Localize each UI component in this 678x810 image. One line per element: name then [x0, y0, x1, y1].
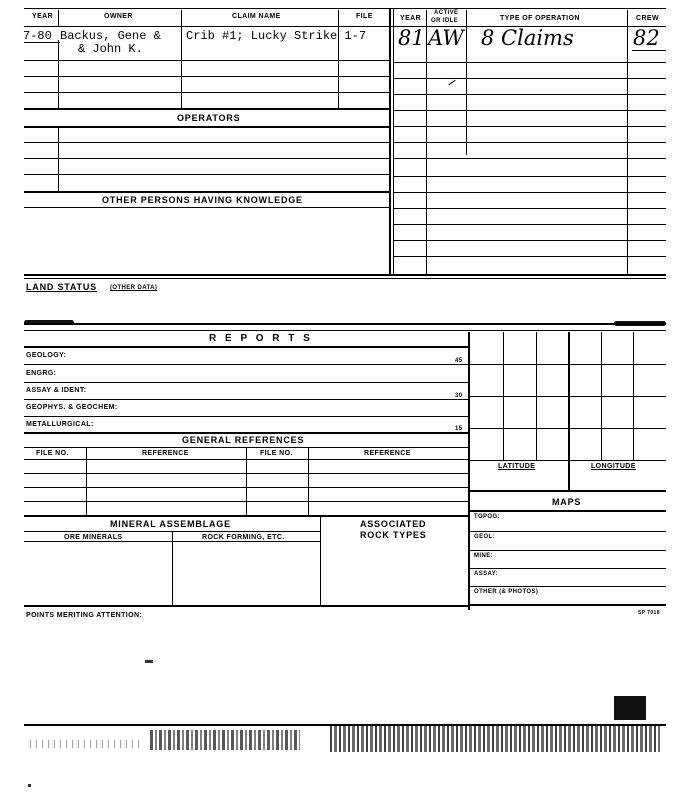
map-mine: MINE:	[474, 553, 493, 559]
map-assay: ASSAY:	[474, 571, 499, 577]
row-rule	[24, 126, 389, 128]
header-crew: CREW	[636, 15, 659, 22]
col-divider	[86, 447, 87, 515]
scan-speck	[145, 660, 153, 663]
entry-claim-name: Crib #1; Lucky Strike 1-7	[186, 29, 367, 43]
grid-line	[470, 364, 666, 365]
report-metallurgical: METALLURGICAL:	[26, 421, 94, 428]
ref-file-no-1: FILE NO.	[36, 450, 69, 457]
entry-active-idle: AW	[428, 26, 464, 50]
rock-types-heading: ROCK TYPES	[360, 530, 427, 540]
reports-heading: R E P O R T S	[209, 333, 313, 344]
top-section-bottom-rule	[24, 274, 666, 276]
map-topog: TOPOG:	[474, 514, 500, 520]
header-top-rule	[24, 8, 666, 9]
rock-forming-heading: ROCK FORMING, ETC.	[202, 534, 285, 541]
scan-noise	[0, 650, 678, 810]
longitude-label: LONGITUDE	[591, 463, 636, 470]
row-rule	[393, 256, 666, 257]
map-geol: GEOL:	[474, 534, 495, 540]
col-divider	[58, 10, 59, 26]
center-divider	[389, 8, 391, 276]
grid-line	[470, 428, 666, 429]
row-rule	[393, 62, 666, 63]
row-rule	[24, 174, 389, 175]
header-file: FILE	[356, 13, 373, 20]
report-geophys: GEOPHYS. & GEOCHEM:	[26, 404, 118, 411]
report-geology-num: 45	[455, 358, 463, 364]
scan-streak	[150, 730, 300, 750]
year-underline	[24, 42, 60, 43]
row-rule	[393, 192, 666, 193]
ore-minerals-heading: ORE MINERALS	[64, 534, 123, 541]
row-rule	[470, 604, 666, 606]
points-meriting-attention: POINTS MERITING ATTENTION:	[26, 612, 143, 619]
operators-heading: OPERATORS	[177, 113, 241, 123]
row-rule	[393, 158, 666, 159]
grid-line	[470, 460, 666, 461]
maps-table	[470, 492, 666, 610]
other-persons-heading: OTHER PERSONS HAVING KNOWLEDGE	[102, 195, 303, 205]
row-rule	[393, 110, 666, 111]
entry-owner-line2: & John K.	[78, 42, 143, 56]
crew-underline	[632, 50, 666, 51]
row-rule	[24, 364, 468, 365]
row-rule	[24, 399, 468, 400]
section-separator	[24, 323, 666, 325]
row-rule	[24, 432, 468, 434]
row-rule	[470, 568, 666, 569]
ref-reference-1: REFERENCE	[142, 450, 189, 457]
row-rule	[393, 176, 666, 177]
row-rule	[393, 94, 666, 95]
header-claim-name: CLAIM NAME	[232, 13, 281, 20]
row-rule	[393, 142, 666, 143]
col-divider	[466, 10, 467, 155]
row-rule	[24, 191, 389, 193]
row-rule	[24, 207, 389, 208]
row-rule	[24, 605, 468, 607]
header-active: ACTIVE	[434, 10, 459, 16]
row-rule	[24, 76, 389, 77]
col-divider	[320, 515, 321, 605]
col-divider	[308, 447, 309, 515]
report-engrg: ENGRG:	[26, 370, 57, 377]
header-or-idle: OR IDLE	[431, 18, 459, 24]
latitude-label: LATITUDE	[498, 463, 536, 470]
row-rule	[24, 108, 389, 110]
ref-file-no-2: FILE NO.	[260, 450, 293, 457]
entry-owner-line1: Backus, Gene &	[60, 29, 161, 43]
header-year-2: YEAR	[400, 15, 422, 22]
grid-line	[470, 396, 666, 397]
pen-mark	[448, 80, 455, 85]
col-divider	[172, 531, 173, 605]
map-other: OTHER (& PHOTOS)	[474, 589, 539, 595]
row-rule	[393, 208, 666, 209]
row-rule	[24, 346, 468, 348]
land-status-sub: (OTHER DATA)	[110, 285, 158, 291]
row-rule	[470, 550, 666, 551]
row-rule	[24, 515, 468, 517]
entry-type-of-operation: 8 Claims	[481, 26, 574, 50]
row-rule	[24, 158, 389, 159]
header-owner: OWNER	[104, 13, 133, 20]
row-rule	[470, 586, 666, 587]
scan-streak	[30, 740, 140, 748]
report-metallurgical-num: 15	[455, 426, 463, 432]
row-rule	[470, 510, 666, 512]
report-assay: ASSAY & IDENT:	[26, 387, 87, 394]
col-divider	[246, 447, 247, 515]
col-divider	[58, 40, 59, 110]
maps-heading: MAPS	[552, 497, 582, 507]
row-rule	[393, 78, 666, 79]
grid-line	[568, 332, 570, 492]
land-status-heading: LAND STATUS	[26, 282, 97, 292]
header-year: YEAR	[32, 13, 54, 20]
report-assay-num: 30	[455, 393, 463, 399]
row-rule	[24, 60, 389, 61]
scan-streak	[330, 726, 660, 752]
top-section-bottom-rule	[24, 278, 666, 279]
coordinate-grid	[470, 332, 666, 492]
scan-block	[614, 696, 646, 720]
reports-table	[24, 332, 468, 610]
col-divider	[426, 10, 427, 276]
mineral-assemblage-heading: MINERAL ASSEMBLAGE	[110, 519, 231, 529]
ref-reference-2: REFERENCE	[364, 450, 411, 457]
row-rule	[24, 92, 389, 93]
entry-year: 7-80	[23, 29, 52, 43]
row-rule	[393, 224, 666, 225]
associated-heading: ASSOCIATED	[360, 519, 427, 529]
row-rule	[24, 142, 389, 143]
entry-crew: 82	[633, 26, 660, 50]
form-number: SP 7018	[638, 610, 660, 616]
report-geology: GEOLOGY:	[26, 352, 67, 359]
row-rule	[24, 382, 468, 383]
general-references-heading: GENERAL REFERENCES	[182, 435, 305, 445]
scan-speck	[28, 784, 31, 787]
row-rule	[393, 240, 666, 241]
col-divider	[627, 10, 628, 276]
section-separator	[24, 330, 666, 331]
row-rule	[393, 126, 666, 127]
row-rule	[24, 416, 468, 417]
row-rule	[470, 531, 666, 532]
claim-record-table	[0, 0, 678, 280]
header-type-of-operation: TYPE OF OPERATION	[500, 15, 580, 22]
col-divider	[58, 128, 59, 192]
entry-year-2: 81	[398, 26, 425, 50]
